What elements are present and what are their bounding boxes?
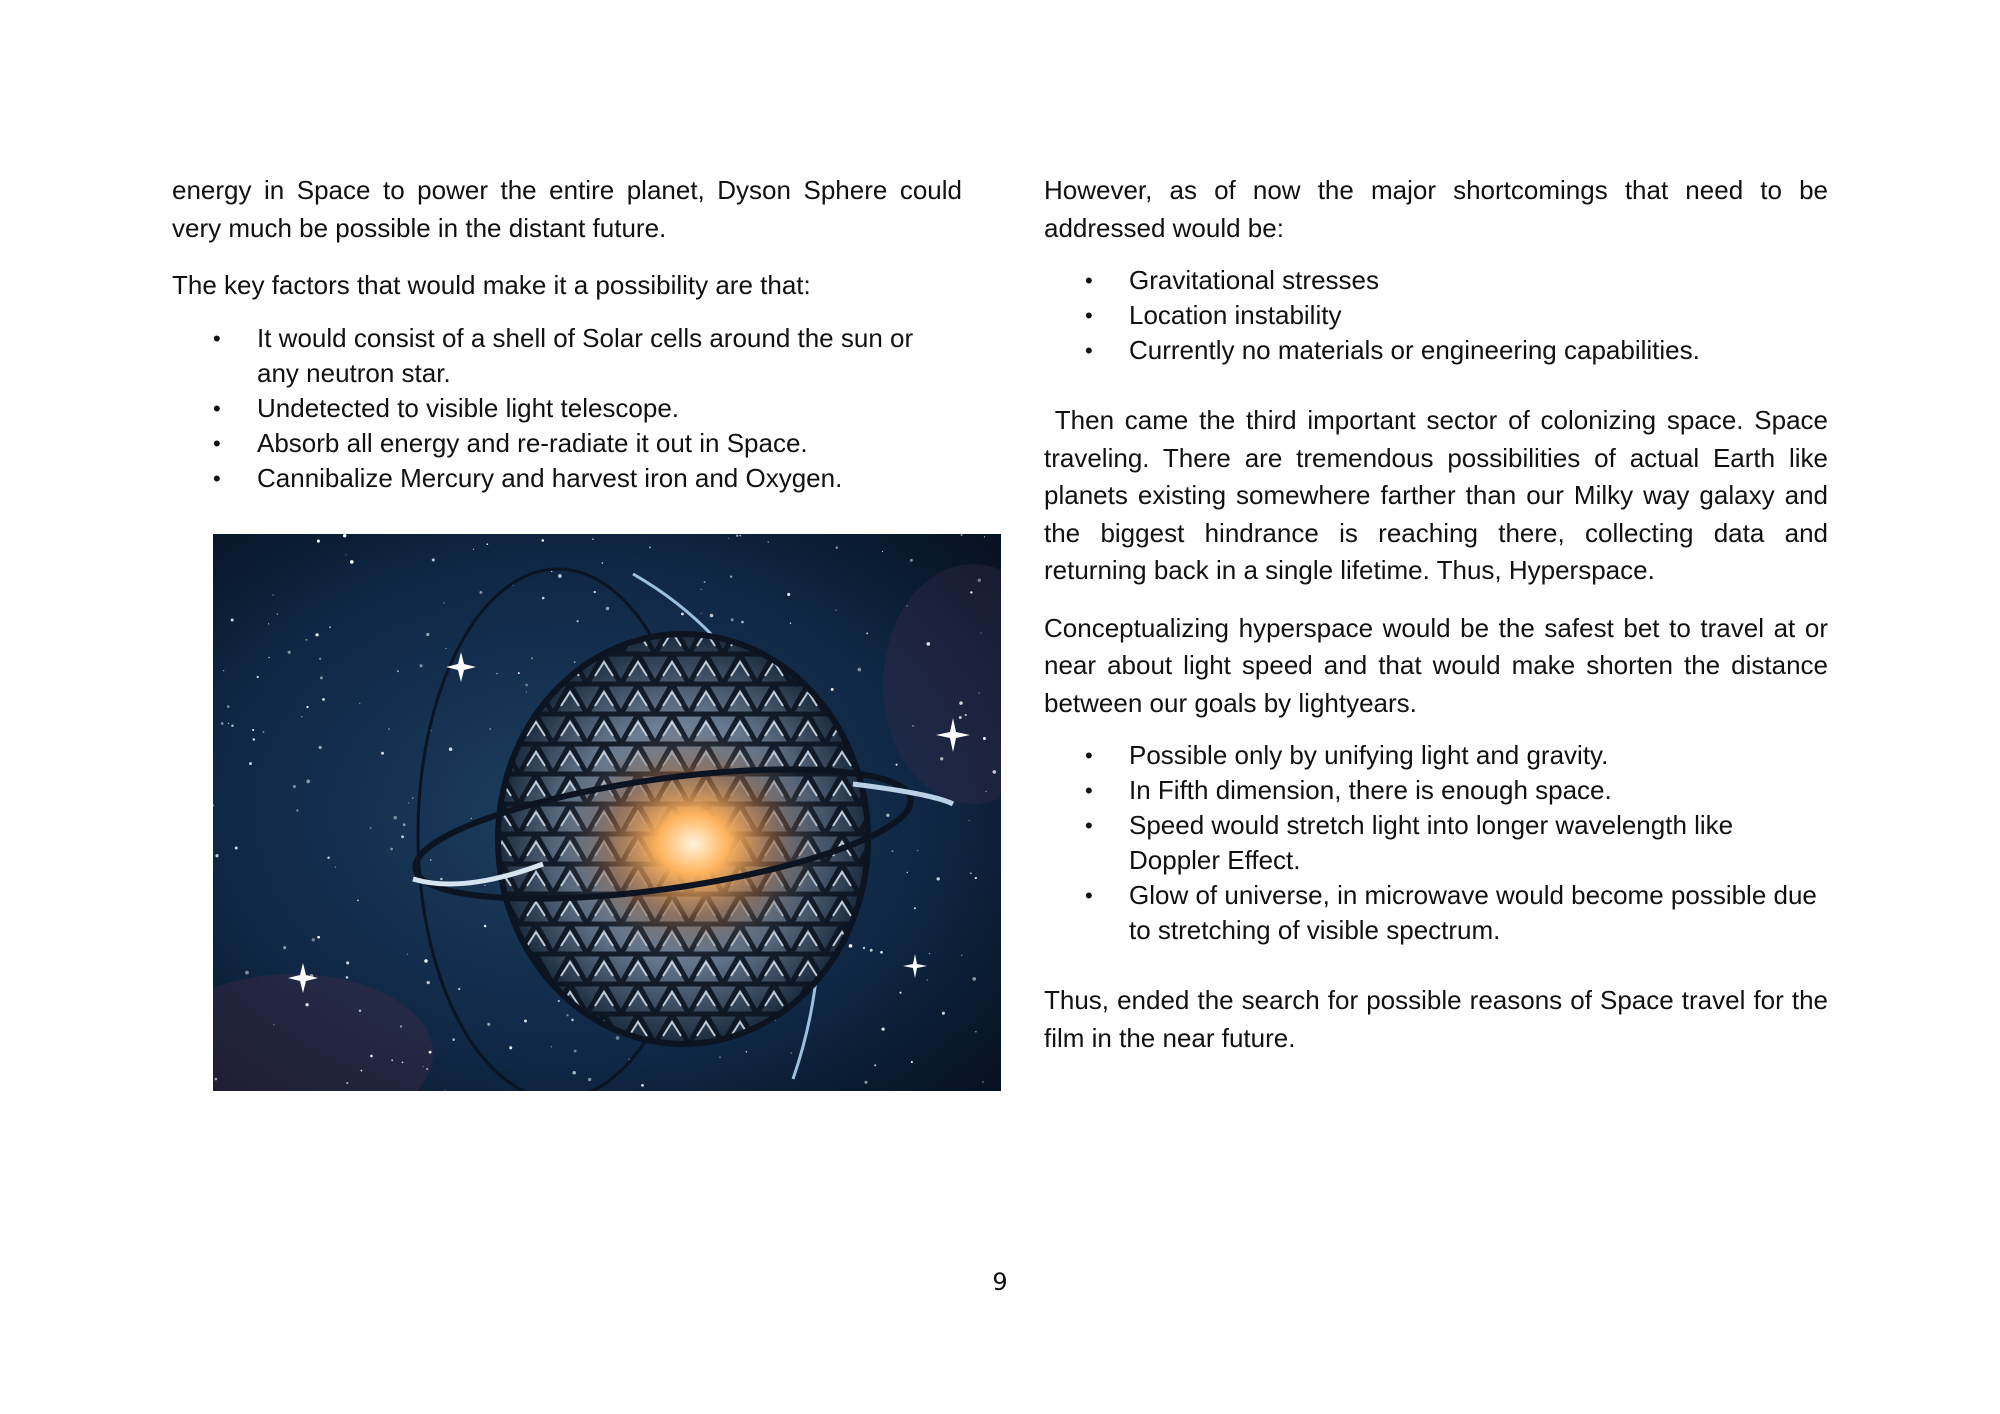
star bbox=[484, 925, 487, 928]
star bbox=[616, 1036, 620, 1040]
star bbox=[231, 724, 234, 727]
star bbox=[978, 579, 981, 582]
star bbox=[864, 1081, 867, 1084]
star bbox=[710, 614, 714, 618]
star bbox=[984, 536, 985, 537]
star bbox=[701, 613, 702, 614]
star bbox=[910, 559, 913, 562]
star bbox=[831, 688, 834, 691]
star bbox=[317, 936, 320, 939]
star bbox=[912, 725, 914, 727]
star bbox=[444, 1090, 445, 1091]
list-item: • Cannibalize Mercury and harvest iron and Oxygen. bbox=[257, 461, 917, 496]
star bbox=[253, 738, 255, 740]
star bbox=[402, 1062, 404, 1064]
page-number: 9 bbox=[992, 1268, 1008, 1296]
star bbox=[886, 814, 889, 817]
star bbox=[452, 1038, 455, 1041]
star bbox=[487, 1023, 490, 1026]
star bbox=[346, 1082, 348, 1084]
star bbox=[970, 591, 972, 593]
star bbox=[293, 785, 296, 788]
star bbox=[412, 797, 413, 798]
bullet-icon: • bbox=[1085, 743, 1093, 768]
star bbox=[346, 961, 349, 964]
star bbox=[980, 632, 981, 633]
star bbox=[252, 729, 254, 731]
star bbox=[335, 867, 336, 868]
star bbox=[458, 988, 460, 990]
star bbox=[443, 602, 444, 603]
star bbox=[907, 872, 908, 873]
star bbox=[228, 723, 229, 724]
star bbox=[558, 574, 562, 578]
bullet-icon: • bbox=[1085, 268, 1093, 293]
star bbox=[400, 1025, 402, 1027]
star bbox=[882, 551, 883, 552]
star bbox=[249, 762, 252, 765]
star bbox=[401, 835, 404, 838]
star bbox=[940, 757, 943, 760]
star bbox=[572, 1071, 575, 1074]
star bbox=[870, 949, 873, 952]
star bbox=[388, 728, 390, 730]
list-item: • Undetected to visible light telescope. bbox=[257, 391, 917, 426]
paragraph: Conceptualizing hyperspace would be the safest bet to travel at or near about light speed and that would make shorten the distance between our goals by lightyears. bbox=[1044, 612, 1828, 718]
star bbox=[489, 728, 490, 729]
list-item: • In Fifth dimension, there is enough space. bbox=[1129, 773, 1819, 808]
star bbox=[283, 946, 286, 949]
star bbox=[601, 562, 603, 564]
star bbox=[857, 668, 861, 672]
star bbox=[681, 612, 684, 615]
star bbox=[350, 560, 354, 564]
star bbox=[768, 541, 769, 542]
star bbox=[969, 820, 970, 821]
star bbox=[305, 1003, 308, 1006]
bullet-icon: • bbox=[1085, 813, 1093, 838]
star bbox=[235, 847, 238, 850]
star bbox=[312, 938, 315, 941]
star bbox=[408, 802, 409, 803]
bullet-icon: • bbox=[1085, 778, 1093, 803]
star bbox=[791, 1052, 792, 1053]
star bbox=[740, 535, 742, 537]
bullet-list bbox=[172, 321, 917, 496]
star bbox=[874, 1064, 876, 1066]
star bbox=[571, 1019, 574, 1022]
star bbox=[223, 670, 224, 671]
star bbox=[836, 547, 838, 549]
star bbox=[899, 992, 901, 994]
star bbox=[381, 752, 384, 755]
star bbox=[268, 657, 269, 658]
star bbox=[965, 714, 967, 716]
star bbox=[288, 651, 291, 654]
star bbox=[929, 953, 930, 954]
bullet-icon: • bbox=[1085, 883, 1093, 908]
paragraph: However, as of now the major shortcomings that need to be addressed would be: bbox=[1044, 175, 1828, 243]
star bbox=[245, 971, 249, 975]
star bbox=[427, 981, 430, 984]
list-item: • Glow of universe, in microwave would become possible due to stretching of visible spectrum. bbox=[1085, 880, 1817, 945]
star bbox=[574, 661, 576, 663]
star bbox=[403, 823, 406, 826]
star bbox=[361, 1070, 363, 1072]
star bbox=[393, 816, 397, 820]
list-item: • Possible only by unifying light and gravity. bbox=[1129, 738, 1819, 773]
star bbox=[982, 1081, 984, 1083]
star bbox=[594, 591, 596, 593]
star bbox=[731, 618, 734, 621]
star bbox=[911, 1061, 913, 1063]
star bbox=[359, 703, 360, 704]
star bbox=[790, 623, 791, 624]
star bbox=[961, 534, 963, 536]
star bbox=[432, 558, 435, 561]
list-item: • Absorb all energy and re-radiate it out in Space. bbox=[257, 426, 917, 461]
star bbox=[576, 620, 578, 622]
star bbox=[719, 1056, 720, 1057]
star bbox=[268, 623, 269, 624]
star bbox=[961, 955, 962, 956]
star bbox=[926, 642, 930, 646]
star bbox=[524, 1019, 527, 1022]
star bbox=[445, 648, 446, 649]
star bbox=[486, 543, 488, 545]
star bbox=[426, 633, 429, 636]
paragraph: energy in Space to power the entire planet, Dyson Sphere could very much be possible in the distant future. bbox=[172, 175, 962, 243]
star bbox=[257, 676, 259, 678]
star bbox=[273, 1024, 274, 1025]
paragraph: Thus, ended the search for possible reasons of Space travel for the film in the near future. bbox=[1044, 985, 1828, 1053]
star bbox=[320, 676, 323, 679]
star bbox=[588, 1078, 592, 1082]
star bbox=[518, 672, 520, 674]
star bbox=[927, 979, 928, 980]
star bbox=[306, 706, 308, 708]
star bbox=[880, 951, 883, 954]
star bbox=[558, 1000, 560, 1002]
star bbox=[305, 639, 307, 641]
star bbox=[896, 764, 898, 766]
star bbox=[730, 576, 732, 578]
star bbox=[525, 684, 528, 687]
star bbox=[574, 1050, 577, 1053]
star bbox=[301, 716, 302, 717]
star bbox=[746, 1051, 748, 1053]
star bbox=[736, 535, 738, 537]
left-column bbox=[172, 172, 962, 496]
star bbox=[357, 899, 359, 901]
star bbox=[407, 954, 408, 955]
star bbox=[972, 977, 976, 981]
star bbox=[942, 1012, 945, 1015]
star bbox=[327, 857, 330, 860]
star bbox=[606, 607, 610, 611]
bullet-list bbox=[1044, 738, 1819, 948]
star bbox=[986, 791, 987, 792]
star bbox=[430, 859, 431, 860]
star bbox=[449, 747, 453, 751]
star bbox=[892, 850, 894, 852]
bullet-icon: • bbox=[213, 465, 221, 491]
star bbox=[914, 907, 916, 909]
star bbox=[704, 581, 706, 583]
list-item: • Gravitational stresses bbox=[1129, 263, 1828, 298]
star bbox=[641, 1084, 644, 1087]
star bbox=[975, 1031, 977, 1033]
star bbox=[649, 546, 651, 548]
star bbox=[343, 534, 346, 537]
star bbox=[566, 1014, 568, 1016]
bullet-icon: • bbox=[1085, 338, 1093, 363]
star bbox=[479, 591, 482, 594]
star bbox=[551, 571, 552, 572]
star bbox=[701, 589, 702, 590]
star bbox=[231, 619, 234, 622]
star bbox=[391, 1059, 393, 1061]
star bbox=[787, 593, 790, 596]
star bbox=[835, 609, 836, 610]
star bbox=[531, 657, 533, 659]
star bbox=[542, 597, 545, 600]
star bbox=[959, 716, 962, 719]
star bbox=[983, 737, 986, 740]
star bbox=[741, 621, 744, 624]
star bbox=[863, 947, 865, 949]
bullet-icon: • bbox=[1085, 303, 1093, 328]
bullet-icon: • bbox=[213, 430, 221, 456]
star bbox=[221, 722, 224, 725]
bullet-list bbox=[1044, 263, 1828, 368]
star bbox=[329, 626, 331, 628]
star bbox=[277, 613, 278, 614]
star bbox=[551, 1046, 552, 1047]
star bbox=[426, 1068, 428, 1070]
star bbox=[296, 809, 298, 811]
star bbox=[970, 872, 972, 874]
star bbox=[473, 549, 474, 550]
right-column bbox=[1044, 172, 1836, 1077]
dyson-sphere-illustration bbox=[213, 534, 1001, 1091]
star bbox=[424, 959, 427, 962]
star bbox=[317, 540, 320, 543]
paragraph: Then came the third important sector of colonizing space. Space traveling. There are tremendous possibilities of actual Earth like planets existing somewhere farther than our Milky way galaxy and the biggest hindrance is reaching there, collecting data and returning back in a single lifetime. Thus, Hyperspace. bbox=[1044, 405, 1836, 585]
star bbox=[440, 878, 443, 881]
star bbox=[866, 632, 868, 634]
star bbox=[227, 705, 230, 708]
star bbox=[345, 554, 346, 555]
star bbox=[959, 701, 962, 704]
star bbox=[397, 670, 399, 672]
star bbox=[263, 731, 265, 733]
star bbox=[917, 850, 918, 851]
star bbox=[306, 780, 310, 784]
star bbox=[975, 877, 977, 879]
star bbox=[979, 692, 980, 693]
star bbox=[359, 1009, 361, 1011]
star bbox=[906, 605, 907, 606]
dyson-sphere-image bbox=[213, 534, 1001, 1091]
star bbox=[215, 1078, 218, 1081]
star bbox=[429, 1051, 432, 1054]
list-item: • It would consist of a shell of Solar cells around the sun or any neutron star. bbox=[213, 322, 914, 388]
star bbox=[541, 539, 544, 542]
star bbox=[484, 885, 485, 886]
paragraph: The key factors that would make it a possibility are that: bbox=[172, 270, 811, 300]
bullet-icon: • bbox=[213, 395, 221, 421]
list-item: • Currently no materials or engineering capabilities. bbox=[1129, 333, 1828, 368]
star bbox=[937, 877, 940, 880]
star bbox=[420, 664, 423, 667]
bullet-icon: • bbox=[213, 325, 221, 351]
star bbox=[471, 818, 472, 819]
star bbox=[849, 944, 853, 948]
star bbox=[992, 770, 996, 774]
star bbox=[423, 1066, 424, 1067]
star bbox=[526, 692, 527, 693]
star bbox=[346, 976, 349, 979]
star bbox=[319, 658, 321, 660]
star bbox=[496, 673, 498, 675]
star bbox=[509, 1046, 512, 1049]
star bbox=[319, 746, 322, 749]
list-item: • Speed would stretch light into longer wavelength like Doppler Effect. bbox=[1085, 810, 1734, 875]
star bbox=[370, 827, 372, 829]
star bbox=[881, 1027, 884, 1030]
star bbox=[215, 854, 218, 857]
star bbox=[728, 538, 729, 539]
star bbox=[316, 633, 319, 636]
star bbox=[272, 594, 274, 596]
star bbox=[592, 538, 593, 539]
list-item: • Location instability bbox=[1129, 298, 1828, 333]
star bbox=[322, 698, 325, 701]
star bbox=[390, 848, 393, 851]
star bbox=[370, 1055, 373, 1058]
